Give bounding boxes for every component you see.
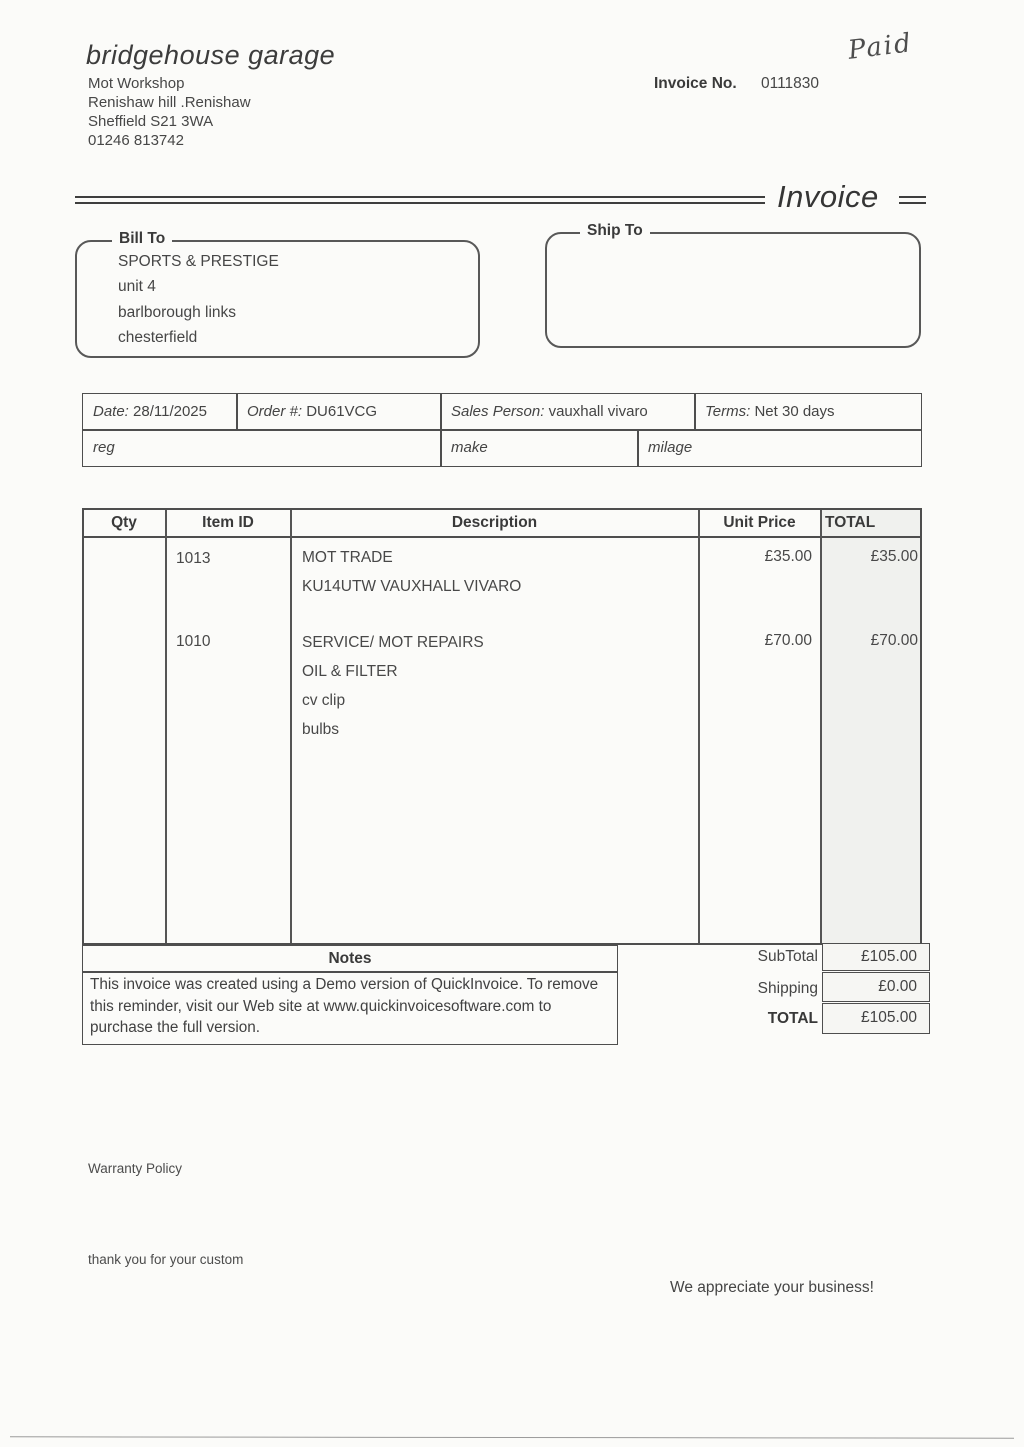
description-line: MOT TRADE [302, 549, 393, 566]
company-address [88, 74, 251, 150]
company-address-line: Renishaw hill .Renishaw [88, 94, 251, 111]
salesperson-label: Sales Person: [451, 403, 545, 420]
item-row-unit-price: £35.00 [764, 548, 812, 565]
company-name: bridgehouse garage [86, 40, 336, 70]
description-line: OIL & FILTER [302, 663, 398, 680]
thank-you-text: thank you for your custom [88, 1252, 244, 1267]
make-label: make [451, 439, 488, 456]
bill-to-line: barlborough links [118, 303, 237, 321]
description-line: bulbs [302, 721, 340, 738]
company-address-line: 01246 813742 [88, 132, 184, 149]
bill-to-label: Bill To [112, 230, 172, 248]
date-value: 28/11/2025 [133, 403, 207, 420]
invoice-number-value: 0111830 [761, 75, 820, 92]
item-row-id: 1010 [176, 633, 211, 650]
shipping-label: Shipping [757, 980, 818, 997]
bill-to-line: unit 4 [118, 278, 156, 296]
column-header-total: TOTAL [825, 514, 876, 531]
ship-to-box [545, 232, 921, 348]
info-cell-salesperson [440, 393, 696, 431]
grand-total-value: £105.00 [822, 1003, 930, 1034]
milage-label: milage [648, 439, 693, 456]
column-divider [698, 510, 700, 943]
company-address-line: Sheffield S21 3WA [88, 113, 214, 130]
item-row-description [302, 634, 484, 750]
column-header-item-id: Item ID [202, 514, 254, 531]
terms-label: Terms: [705, 403, 751, 420]
scan-edge-artifact [10, 1436, 1014, 1439]
appreciation-text: We appreciate your business! [670, 1279, 874, 1296]
date-label: Date: [93, 403, 129, 420]
reg-label: reg [93, 439, 115, 456]
shipping-value: £0.00 [822, 972, 930, 1002]
order-value: DU61VCG [306, 403, 378, 420]
item-row-total: £70.00 [870, 632, 918, 649]
notes-text: This invoice was created using a Demo version of QuickInvoice. To remove this reminder, visit our Web site at www.quickinvoicesoftware.com to purchase the full version. [82, 971, 618, 1045]
page-title: Invoice [777, 179, 879, 214]
items-header-divider [82, 536, 922, 538]
column-divider [290, 510, 292, 943]
column-divider [165, 510, 167, 943]
info-cell-milage [637, 429, 922, 467]
info-cell-make [440, 429, 639, 467]
info-cell-order [236, 393, 442, 431]
column-divider [820, 510, 822, 943]
item-row-total: £35.00 [870, 548, 918, 565]
order-label: Order #: [247, 403, 303, 420]
description-line: cv clip [302, 692, 346, 709]
info-cell-terms [694, 393, 922, 431]
info-cell-reg [82, 429, 442, 467]
salesperson-value: vauxhall vivaro [548, 403, 648, 420]
item-row-id: 1013 [176, 550, 211, 567]
description-line: SERVICE/ MOT REPAIRS [302, 634, 484, 651]
column-header-description: Description [451, 514, 538, 531]
title-rule-right [899, 196, 926, 204]
item-row-unit-price: £70.00 [764, 632, 812, 649]
column-header-unit-price: Unit Price [723, 514, 796, 531]
ship-to-label: Ship To [580, 222, 650, 240]
info-cell-date [82, 393, 238, 431]
grand-total-label: TOTAL [767, 1010, 818, 1027]
subtotal-label: SubTotal [757, 948, 818, 965]
invoice-number-label: Invoice No. [654, 75, 737, 92]
bill-to-address [118, 249, 279, 350]
bill-to-line: SPORTS & PRESTIGE [118, 253, 279, 270]
warranty-policy-text: Warranty Policy [88, 1161, 183, 1176]
bill-to-line: chesterfield [118, 328, 198, 346]
company-address-line: Mot Workshop [88, 75, 185, 92]
description-line: KU14UTW VAUXHALL VIVARO [302, 577, 522, 595]
column-header-qty: Qty [111, 514, 137, 531]
terms-value: Net 30 days [754, 403, 835, 420]
notes-header: Notes [82, 945, 618, 973]
paid-handwritten-mark: Paid [846, 28, 915, 66]
item-row-description [302, 549, 521, 606]
subtotal-value: £105.00 [822, 943, 930, 971]
title-rule-left [75, 196, 765, 204]
